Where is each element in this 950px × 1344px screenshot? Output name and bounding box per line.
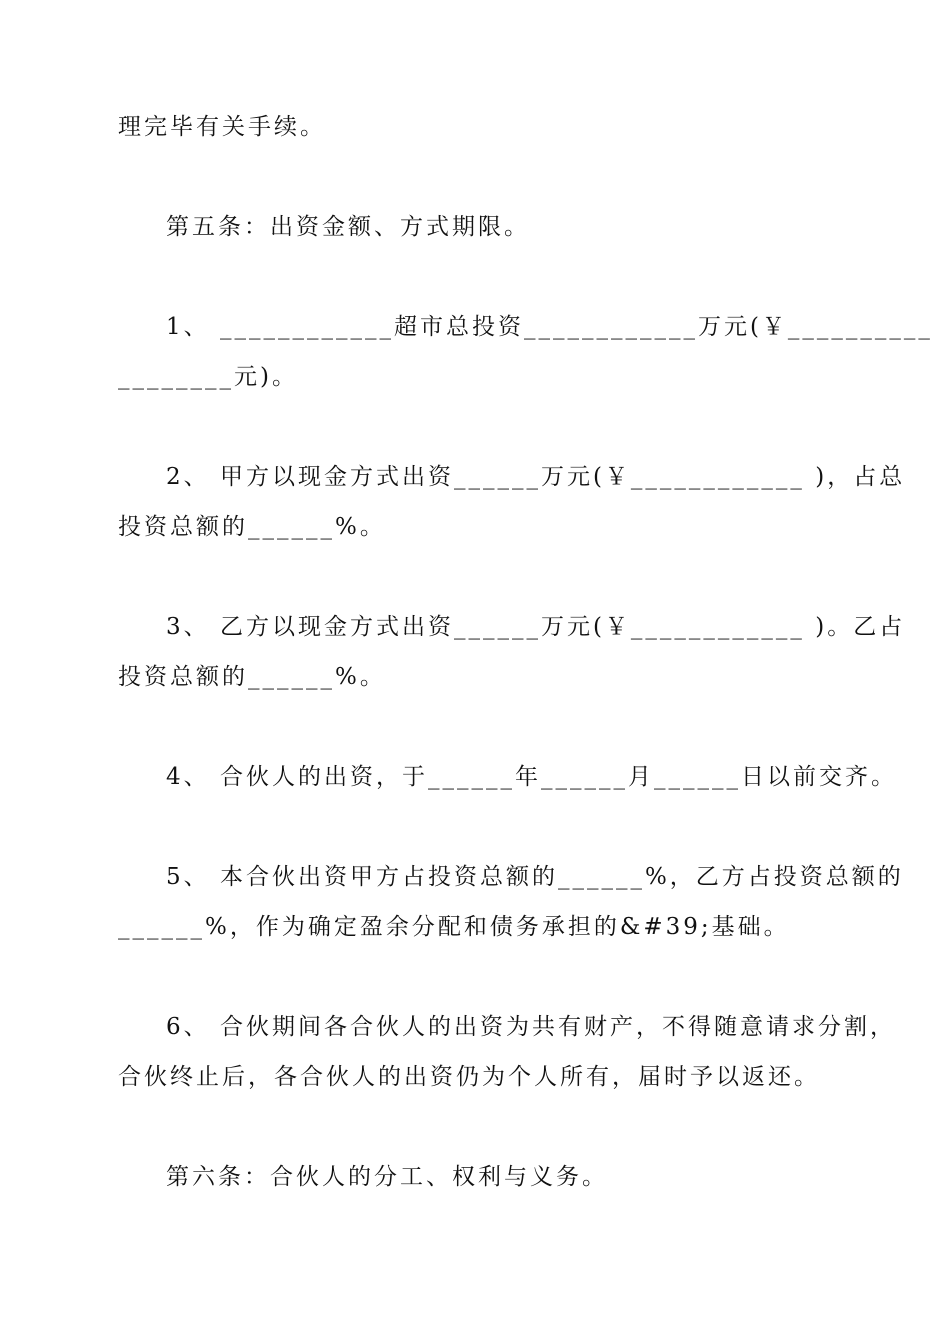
item-3-line-2: 投资总额的______%。: [118, 664, 386, 690]
item-2-line-1: 2、 甲方以现金方式出资______万元(￥____________ )，占总: [166, 464, 906, 490]
item-1-line-1: 1、 ____________超市总投资____________万元(￥__________: [166, 314, 933, 340]
article-5-heading: 第五条：出资金额、方式期限。: [166, 214, 530, 240]
item-6-line-2: 合伙终止后，各合伙人的出资仍为个人所有，届时予以返还。: [118, 1064, 820, 1090]
article-6-heading: 第六条：合伙人的分工、权利与义务。: [166, 1164, 608, 1190]
item-5-line-1: 5、 本合伙出资甲方占投资总额的______%，乙方占投资总额的: [166, 864, 904, 890]
item-1-line-2: ________元)。: [118, 364, 298, 390]
text-line-procedures: 理完毕有关手续。: [118, 114, 326, 140]
item-5-line-2: ______%，作为确定盈余分配和债务承担的&#39;基础。: [118, 914, 790, 940]
item-3-line-1: 3、 乙方以现金方式出资______万元(￥____________ )。乙占: [166, 614, 906, 640]
item-6-line-1: 6、 合伙期间各合伙人的出资为共有财产，不得随意请求分割，: [166, 1014, 896, 1040]
item-2-line-2: 投资总额的______%。: [118, 514, 386, 540]
item-4-line: 4、 合伙人的出资，于______年______月______日以前交齐。: [166, 764, 897, 790]
